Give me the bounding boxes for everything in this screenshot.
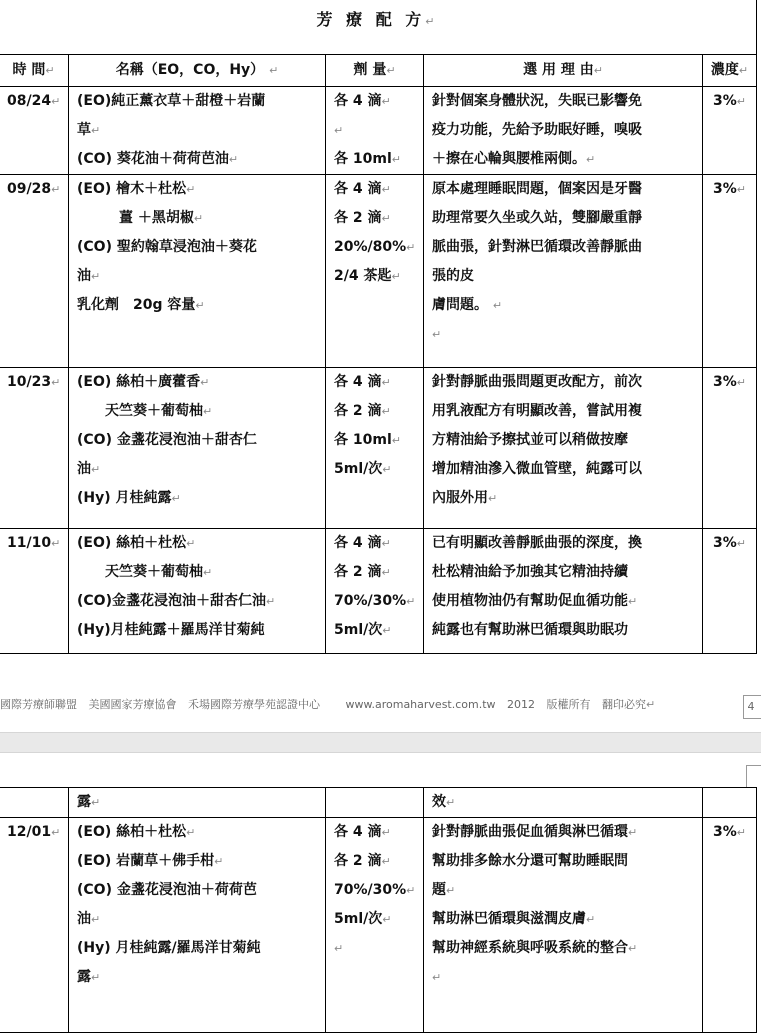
- table-row: [0, 175, 757, 368]
- paragraph-mark: ↵: [425, 15, 439, 28]
- footer-url: www.aromaharvest.com.tw: [345, 698, 496, 711]
- table-row: [0, 788, 757, 818]
- header-dose: 劑 量↵: [326, 55, 424, 87]
- footer-org3: 禾場國際芳療學苑認證中心: [188, 698, 320, 711]
- cell-concentration: 3%↵: [703, 87, 757, 175]
- cell-reason: 針對靜脈曲張促血循與淋巴循環↵ 幫助排多餘水分還可幫助睡眠問 題↵ 幫助淋巴循環與滋潤皮膚↵ 幫助神經系統與呼吸系統的整合↵ ↵: [424, 818, 703, 1033]
- footer-rights: 版權所有: [546, 698, 591, 711]
- cell-name: (EO)純正薰衣草＋甜橙＋岩蘭 草↵ (CO) 葵花油＋荷荷芭油↵: [69, 87, 326, 175]
- page-separator: [0, 732, 761, 753]
- cell-concentration: 3%↵: [703, 175, 757, 368]
- cell-reason: 原本處理睡眠問題，個案因是牙醫 助理常要久坐或久站，雙腳嚴重靜 脈曲張，針對淋巴循環改善靜脈曲 張的皮 膚問題。 ↵ ↵: [424, 175, 703, 368]
- page-number: 4: [743, 695, 761, 719]
- table-title-text: 芳 療 配 方: [316, 10, 426, 29]
- prescription-table-continued: [0, 787, 757, 1033]
- cell-name: 露↵: [69, 788, 326, 818]
- cell-time: 09/28↵: [0, 175, 69, 368]
- cell-reason: 針對靜脈曲張問題更改配方，前次 用乳液配方有明顯改善，嘗試用複 方精油給予擦拭並可以稍做按摩 增加精油滲入微血管壁，純露可以 內服外用↵: [424, 368, 703, 529]
- header-concentration: 濃度↵: [703, 55, 757, 87]
- page-corner-mark: [746, 765, 761, 788]
- table-row: [0, 529, 757, 654]
- footer-org2: 美國國家芳療協會: [88, 698, 177, 711]
- footer-warning: 翻印必究: [602, 698, 647, 711]
- cell-dose: 各 4 滴↵ 各 2 滴↵ 70%/30%↵ 5ml/次↵ ↵: [326, 818, 424, 1033]
- table-row: [0, 818, 757, 1033]
- table-title: [0, 0, 757, 55]
- cell-concentration: [703, 788, 757, 818]
- header-reason: 選 用 理 由↵: [424, 55, 703, 87]
- cell-time: 12/01↵: [0, 818, 69, 1033]
- cell-name: (EO) 檜木＋杜松↵ 薑 ＋黑胡椒↵ (CO) 聖約翰草浸泡油＋葵花 油↵ 乳化劑 20g 容量↵: [69, 175, 326, 368]
- cell-reason: 效↵: [424, 788, 703, 818]
- table-row: [0, 87, 757, 175]
- cell-dose: 各 4 滴↵ 各 2 滴↵ 各 10ml↵ 5ml/次↵: [326, 368, 424, 529]
- header-name: 名稱（EO，CO，Hy） ↵: [69, 55, 326, 87]
- cell-time: [0, 788, 69, 818]
- cell-name: (EO) 絲柏＋杜松↵ 天竺葵＋葡萄柚↵ (CO)金盞花浸泡油＋甜杏仁油↵ (Hy)月桂純露＋羅馬洋甘菊純: [69, 529, 326, 654]
- cell-concentration: 3%↵: [703, 818, 757, 1033]
- page-footer: 國際芳療師聯盟 美國國家芳療協會 禾場國際芳療學苑認證中心 www.aromaharvest.com.tw 2012 版權所有 翻印必究↵: [0, 698, 656, 711]
- cell-time: 10/23↵: [0, 368, 69, 529]
- cell-name: (EO) 絲柏＋杜松↵ (EO) 岩蘭草＋佛手柑↵ (CO) 金盞花浸泡油＋荷荷芭 油↵ (Hy) 月桂純露/羅馬洋甘菊純 露↵: [69, 818, 326, 1033]
- header-row: [0, 55, 757, 87]
- cell-concentration: 3%↵: [703, 368, 757, 529]
- cell-time: 11/10↵: [0, 529, 69, 654]
- cell-dose: 各 4 滴↵ 各 2 滴↵ 70%/30%↵ 5ml/次↵: [326, 529, 424, 654]
- cell-dose: 各 4 滴↵ 各 2 滴↵ 20%/80%↵ 2/4 茶匙↵: [326, 175, 424, 368]
- footer-org1: 國際芳療師聯盟: [0, 698, 77, 711]
- cell-reason: 已有明顯改善靜脈曲張的深度，換 杜松精油給予加強其它精油持續 使用植物油仍有幫助促血循功能↵ 純露也有幫助淋巴循環與助眠功: [424, 529, 703, 654]
- cell-time: 08/24↵: [0, 87, 69, 175]
- cell-dose: 各 4 滴↵ ↵ 各 10ml↵: [326, 87, 424, 175]
- cell-reason: 針對個案身體狀況，失眠已影響免 疫力功能，先給予助眠好睡，嗅吸 ＋擦在心輪與腰椎兩側。↵: [424, 87, 703, 175]
- cell-dose: [326, 788, 424, 818]
- footer-year: 2012: [507, 698, 536, 711]
- cell-name: (EO) 絲柏＋廣藿香↵ 天竺葵＋葡萄柚↵ (CO) 金盞花浸泡油＋甜杏仁 油↵ (Hy) 月桂純露↵: [69, 368, 326, 529]
- table-row: [0, 368, 757, 529]
- header-time: 時 間↵: [0, 55, 69, 87]
- cell-concentration: 3%↵: [703, 529, 757, 654]
